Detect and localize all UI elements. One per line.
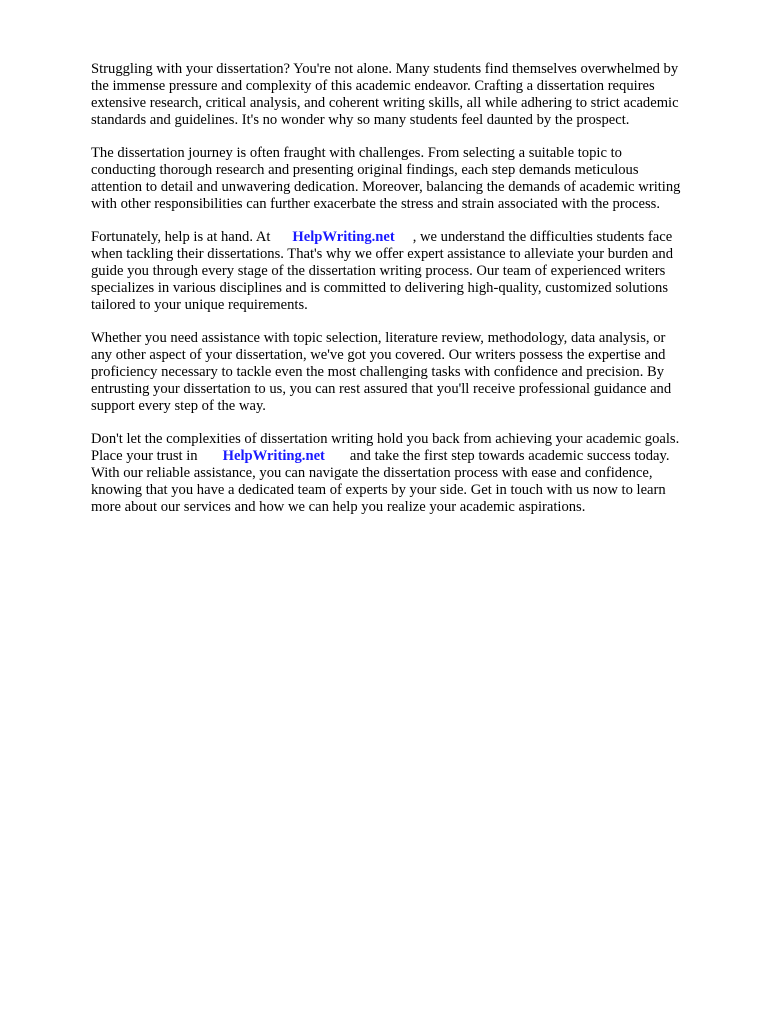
text-segment: Place your trust in <box>91 448 198 464</box>
text-line: guide you through every stage of the dissertation writing process. Our team of experienced writers <box>91 263 666 279</box>
text-line: Whether you need assistance with topic selection, literature review, methodology, data analysis, or <box>91 330 666 346</box>
helpwriting-link[interactable]: HelpWriting.net <box>292 229 395 245</box>
text-line-with-link <box>91 229 721 246</box>
text-segment: Fortunately, help is at hand. At <box>91 229 271 245</box>
text-line: more about our services and how we can help you realize your academic aspirations. <box>91 499 586 515</box>
paragraph-1 <box>91 61 721 129</box>
text-line: Don't let the complexities of dissertation writing hold you back from achieving your academic goals. <box>91 431 680 447</box>
text-line: extensive research, critical analysis, and coherent writing skills, all while adhering to strict academic <box>91 95 679 111</box>
document-page <box>91 61 721 532</box>
paragraph-4 <box>91 330 721 415</box>
text-line: Struggling with your dissertation? You're not alone. Many students find themselves overwhelmed by <box>91 61 679 77</box>
text-line: any other aspect of your dissertation, we've got you covered. Our writers possess the expertise and <box>91 347 666 363</box>
text-line: tailored to your unique requirements. <box>91 297 308 313</box>
text-line: entrusting your dissertation to us, you can rest assured that you'll receive professional guidance and <box>91 381 672 397</box>
text-line: proficiency necessary to tackle even the most challenging tasks with confidence and precision. By <box>91 364 665 380</box>
text-line: support every step of the way. <box>91 398 266 414</box>
paragraph-5 <box>91 431 721 516</box>
text-line: conducting thorough research and presenting original findings, each step demands meticulous <box>91 162 639 178</box>
paragraph-3 <box>91 229 721 314</box>
text-line: With our reliable assistance, you can navigate the dissertation process with ease and confidence, <box>91 465 653 481</box>
helpwriting-link[interactable]: HelpWriting.net <box>222 448 325 464</box>
text-line: The dissertation journey is often fraught with challenges. From selecting a suitable topic to <box>91 145 622 161</box>
text-line-with-link <box>91 448 721 465</box>
text-line: attention to detail and unwavering dedication. Moreover, balancing the demands of academic writing <box>91 179 681 195</box>
text-segment: and take the first step towards academic success today. <box>349 448 670 464</box>
paragraph-2 <box>91 145 721 213</box>
text-segment: , we understand the difficulties students face <box>412 229 673 245</box>
text-line: knowing that you have a dedicated team of experts by your side. Get in touch with us now to learn <box>91 482 666 498</box>
text-line: when tackling their dissertations. That's why we offer expert assistance to alleviate your burden and <box>91 246 674 262</box>
text-line: with other responsibilities can further exacerbate the stress and strain associated with the process. <box>91 196 660 212</box>
text-line: the immense pressure and complexity of this academic endeavor. Crafting a dissertation requires <box>91 78 655 94</box>
text-line: specializes in various disciplines and is committed to delivering high-quality, customized solutions <box>91 280 669 296</box>
text-line: standards and guidelines. It's no wonder why so many students feel daunted by the prospect. <box>91 112 630 128</box>
